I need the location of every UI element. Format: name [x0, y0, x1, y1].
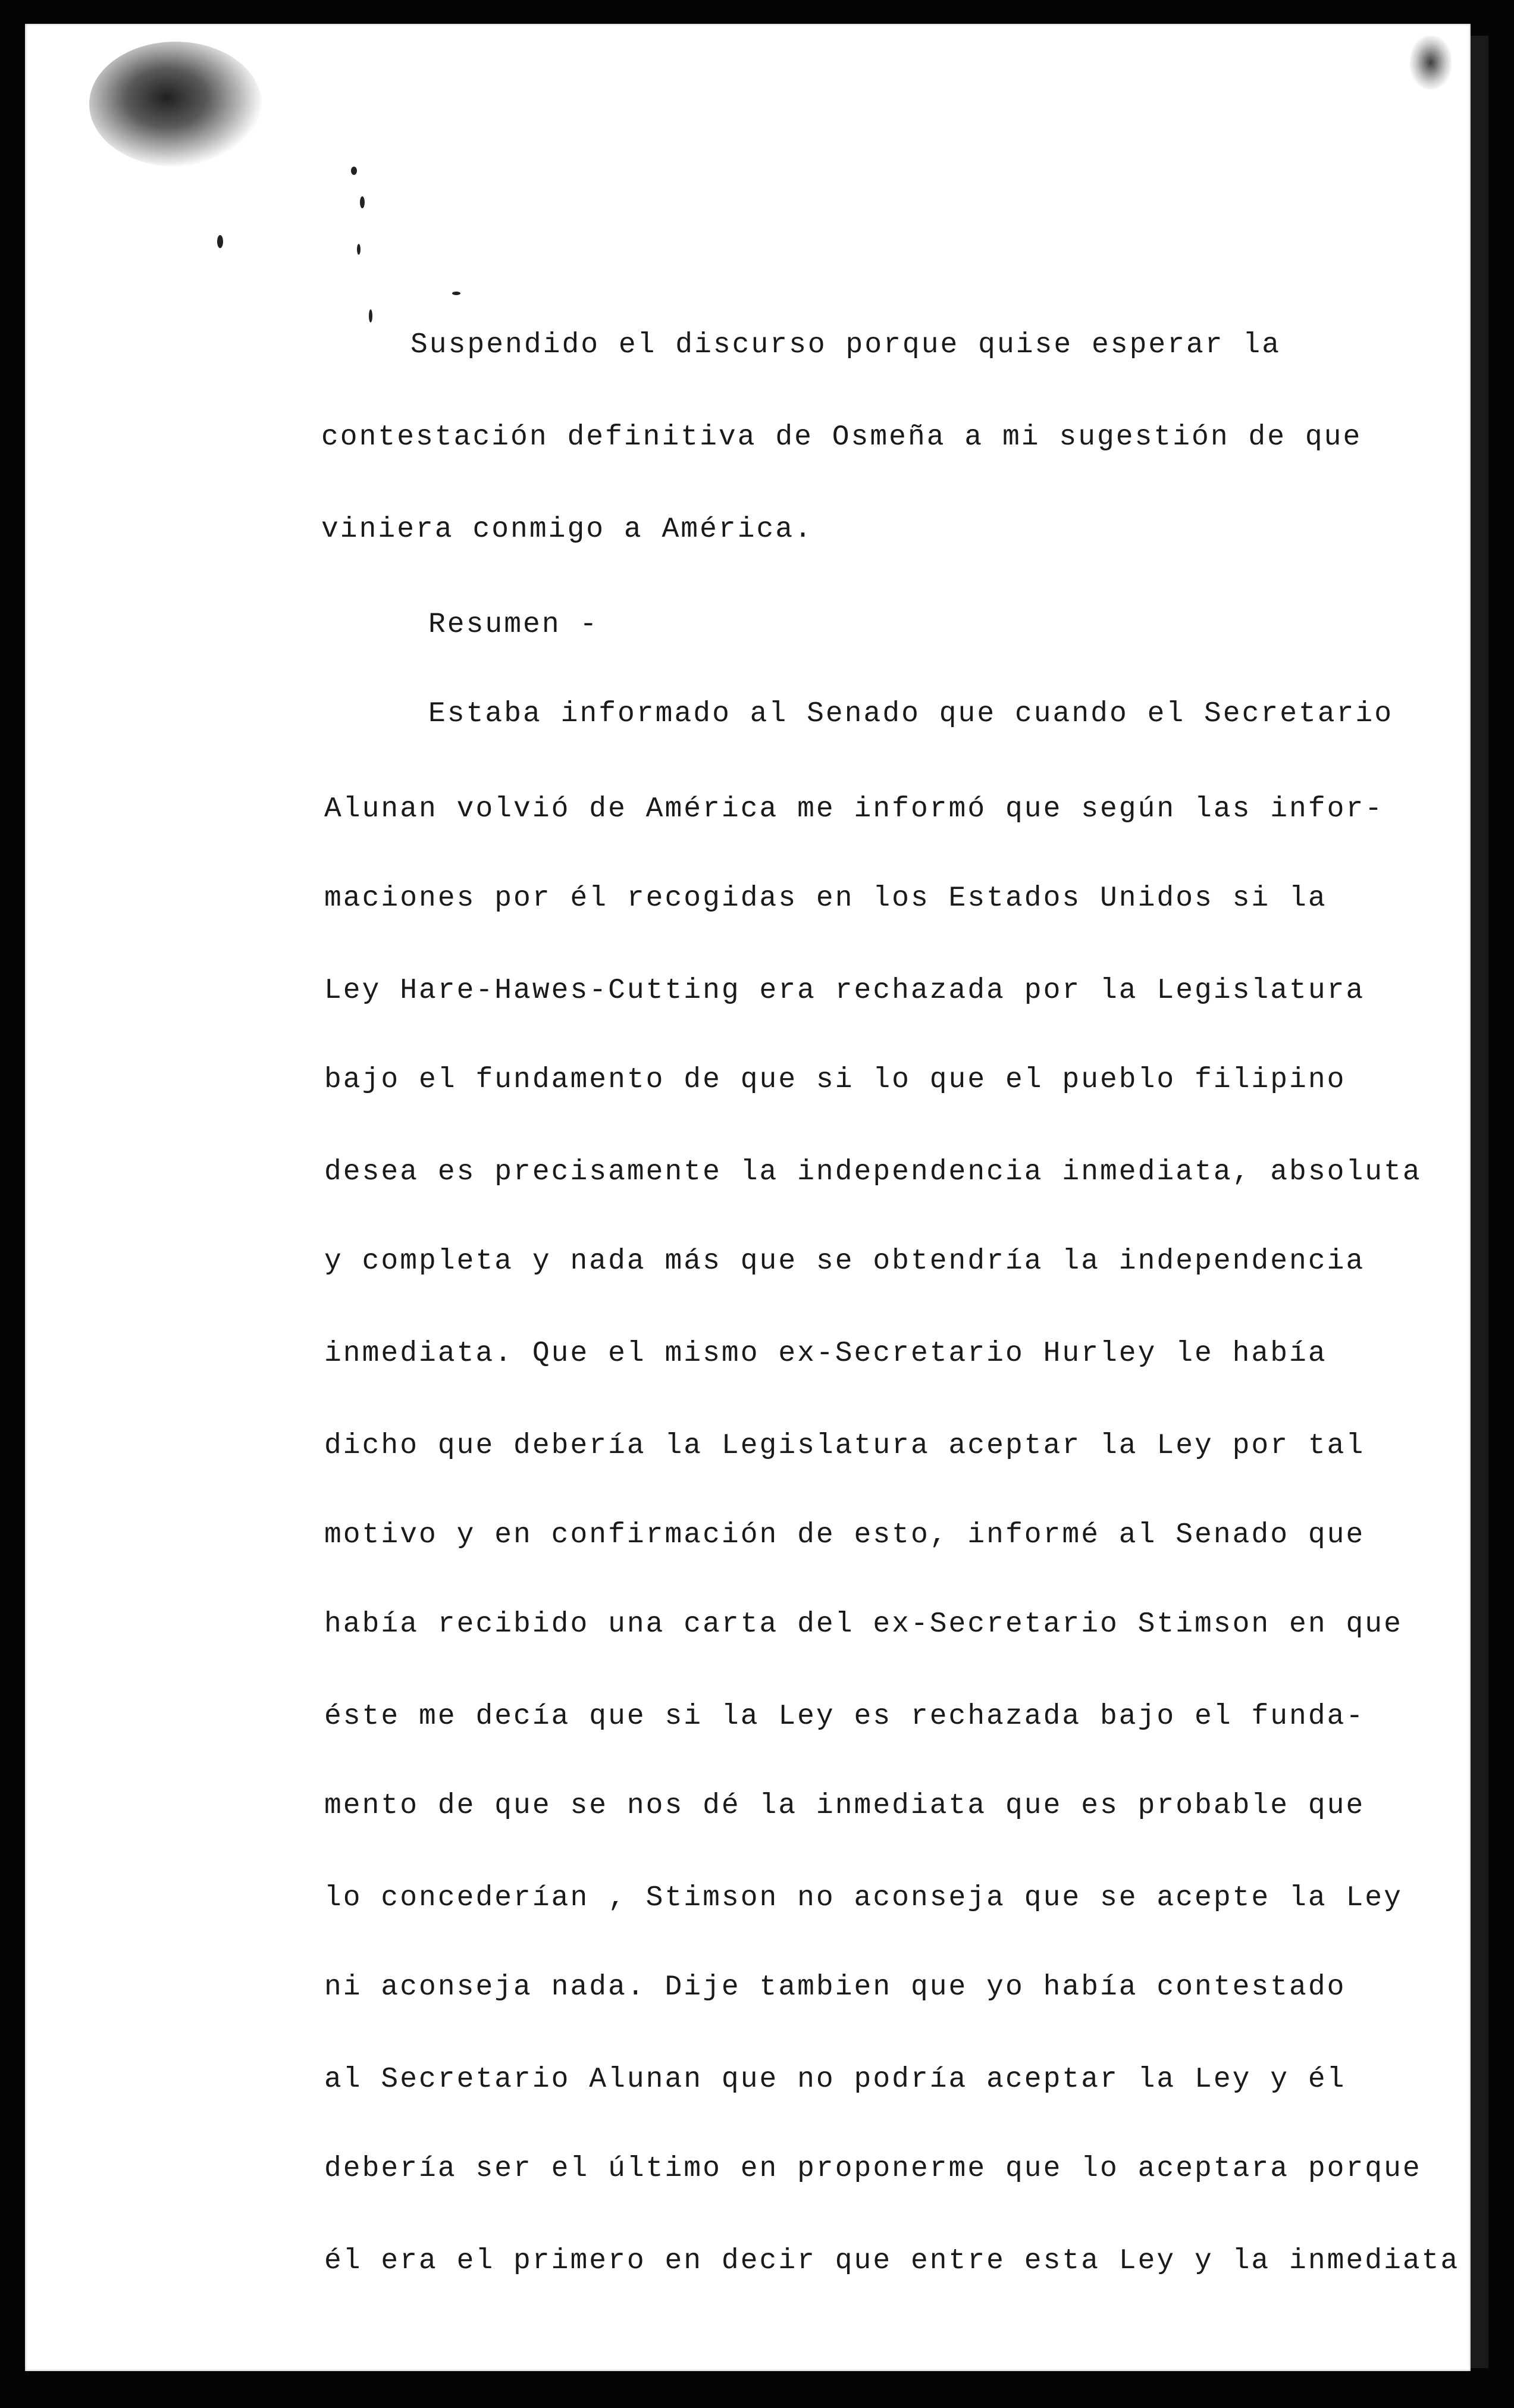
text-line: éste me decía que si la Ley es rechazada bajo el funda- [324, 1701, 1365, 1733]
text-line: mento de que se nos dé la inmediata que es probable que [324, 1790, 1365, 1822]
text-line: él era el primero en decir que entre esta Ley y la inmediata [324, 2245, 1460, 2277]
text-line: inmediata. Que el mismo ex-Secretario Hurley le había [324, 1338, 1327, 1370]
text-line: ni aconseja nada. Dije tambien que yo había contestado [324, 1971, 1346, 2003]
text-line: Suspendido el discurso porque quise esperar la [410, 329, 1281, 361]
text-line: al Secretario Alunan que no podría aceptar la Ley y él [324, 2063, 1346, 2096]
text-line: motivo y en confirmación de esto, informé al Senado que [324, 1519, 1365, 1551]
text-line: debería ser el último en proponerme que lo aceptara porque [324, 2153, 1422, 2185]
text-line: lo concederían , Stimson no aconseja que se acepte la Ley [324, 1882, 1403, 1914]
text-line: viniera conmigo a América. [321, 513, 813, 546]
text-line: y completa y nada más que se obtendría la independencia [324, 1245, 1365, 1277]
text-line: maciones por él recogidas en los Estados Unidos si la [324, 882, 1327, 915]
text-line: había recibido una carta del ex-Secretario Stimson en que [324, 1608, 1403, 1640]
text-line: contestación definitiva de Osmeña a mi sugestión de que [321, 421, 1362, 453]
text-line: desea es precisamente la independencia inmediata, absoluta [324, 1156, 1422, 1188]
text-line: Ley Hare-Hawes-Cutting era rechazada por la Legislatura [324, 975, 1365, 1007]
text-line: Estaba informado al Senado que cuando el Secretario [428, 698, 1394, 730]
section-heading: Resumen - [428, 609, 599, 641]
text-line: dicho que debería la Legislatura aceptar la Ley por tal [324, 1430, 1365, 1462]
text-line: Alunan volvió de América me informó que según las infor- [324, 793, 1384, 825]
text-line: bajo el fundamento de que si lo que el pueblo filipino [324, 1064, 1346, 1096]
